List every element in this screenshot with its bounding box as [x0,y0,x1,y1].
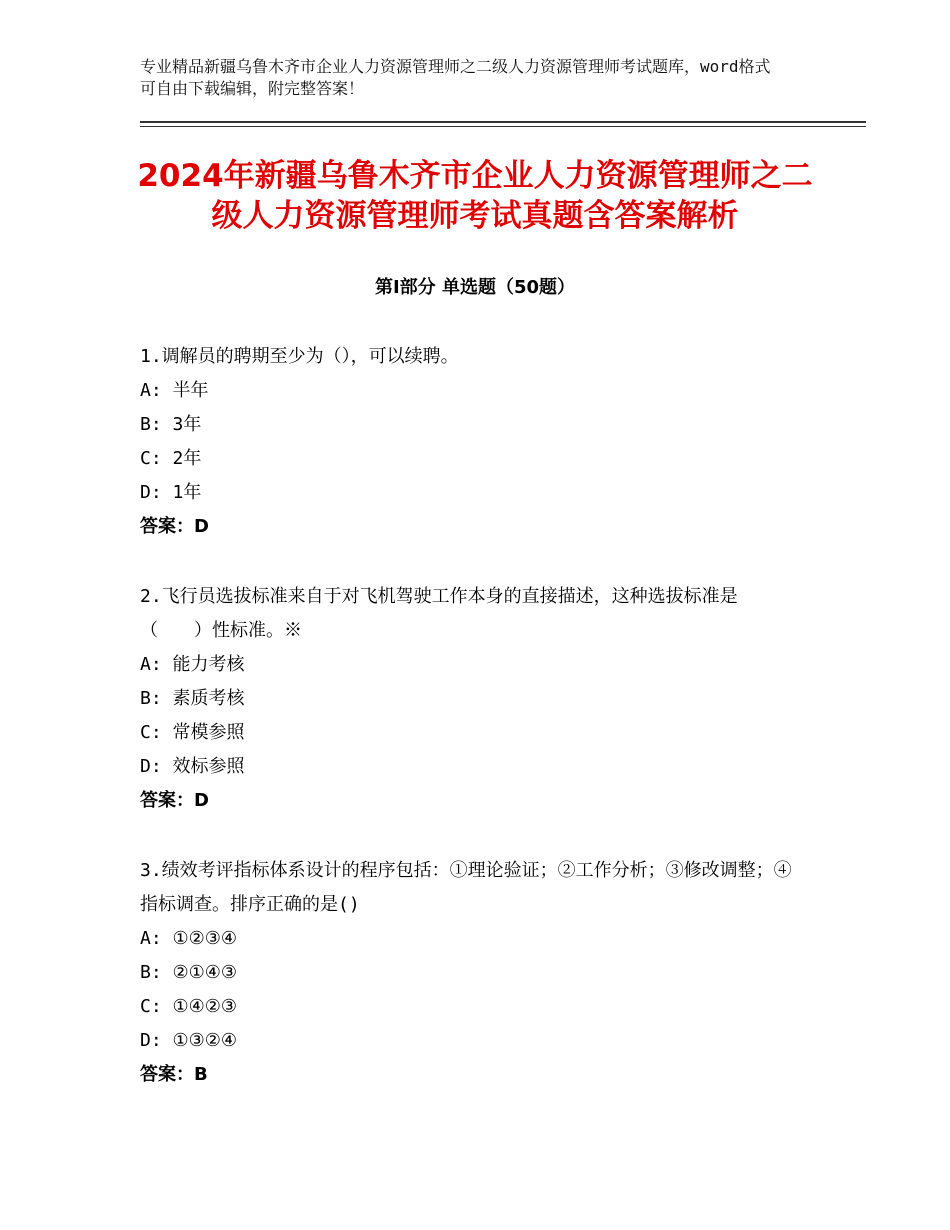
header-note: 专业精品新疆乌鲁木齐市企业人力资源管理师之二级人力资源管理师考试题库，word格式可自由下载编辑，附完整答案！ [140,57,771,98]
option-a: A: ①②③④ [140,928,238,949]
question-stem: 2.飞行员选拔标准来自于对飞机驾驶工作本身的直接描述，这种选拔标准是（ ）性标准。※ [140,586,738,641]
option-d: D: 1年 [140,482,202,503]
question-stem: 3.绩效考评指标体系设计的程序包括：①理论验证；②工作分析；③修改调整；④指标调查。排序正确的是() [140,860,792,915]
option-b: B: 素质考核 [140,688,245,709]
document-title: 2024年新疆乌鲁木齐市企业人力资源管理师之二级人力资源管理师考试真题含答案解析 [137,158,813,234]
question-block-1 [140,340,820,544]
option-c: C: 2年 [140,448,202,469]
option-c: C: ①④②③ [140,996,238,1017]
option-d: D: ①③②④ [140,1030,238,1051]
option-d: D: 效标参照 [140,756,245,777]
option-b: B: 3年 [140,414,202,435]
section-title: 第Ⅰ部分 单选题（50题） [374,277,575,298]
header-rule-thick [140,121,866,123]
answer-line: 答案：D [140,516,209,537]
question-block-3 [140,854,820,1092]
option-c: C: 常模参照 [140,722,245,743]
question-block-2 [140,580,820,818]
option-b: B: ②①④③ [140,962,238,983]
question-stem: 1.调解员的聘期至少为（），可以续聘。 [140,346,459,367]
header-rule-thin [140,126,866,127]
option-a: A: 半年 [140,380,209,401]
option-a: A: 能力考核 [140,654,245,675]
answer-line: 答案：B [140,1064,208,1085]
answer-line: 答案：D [140,790,209,811]
